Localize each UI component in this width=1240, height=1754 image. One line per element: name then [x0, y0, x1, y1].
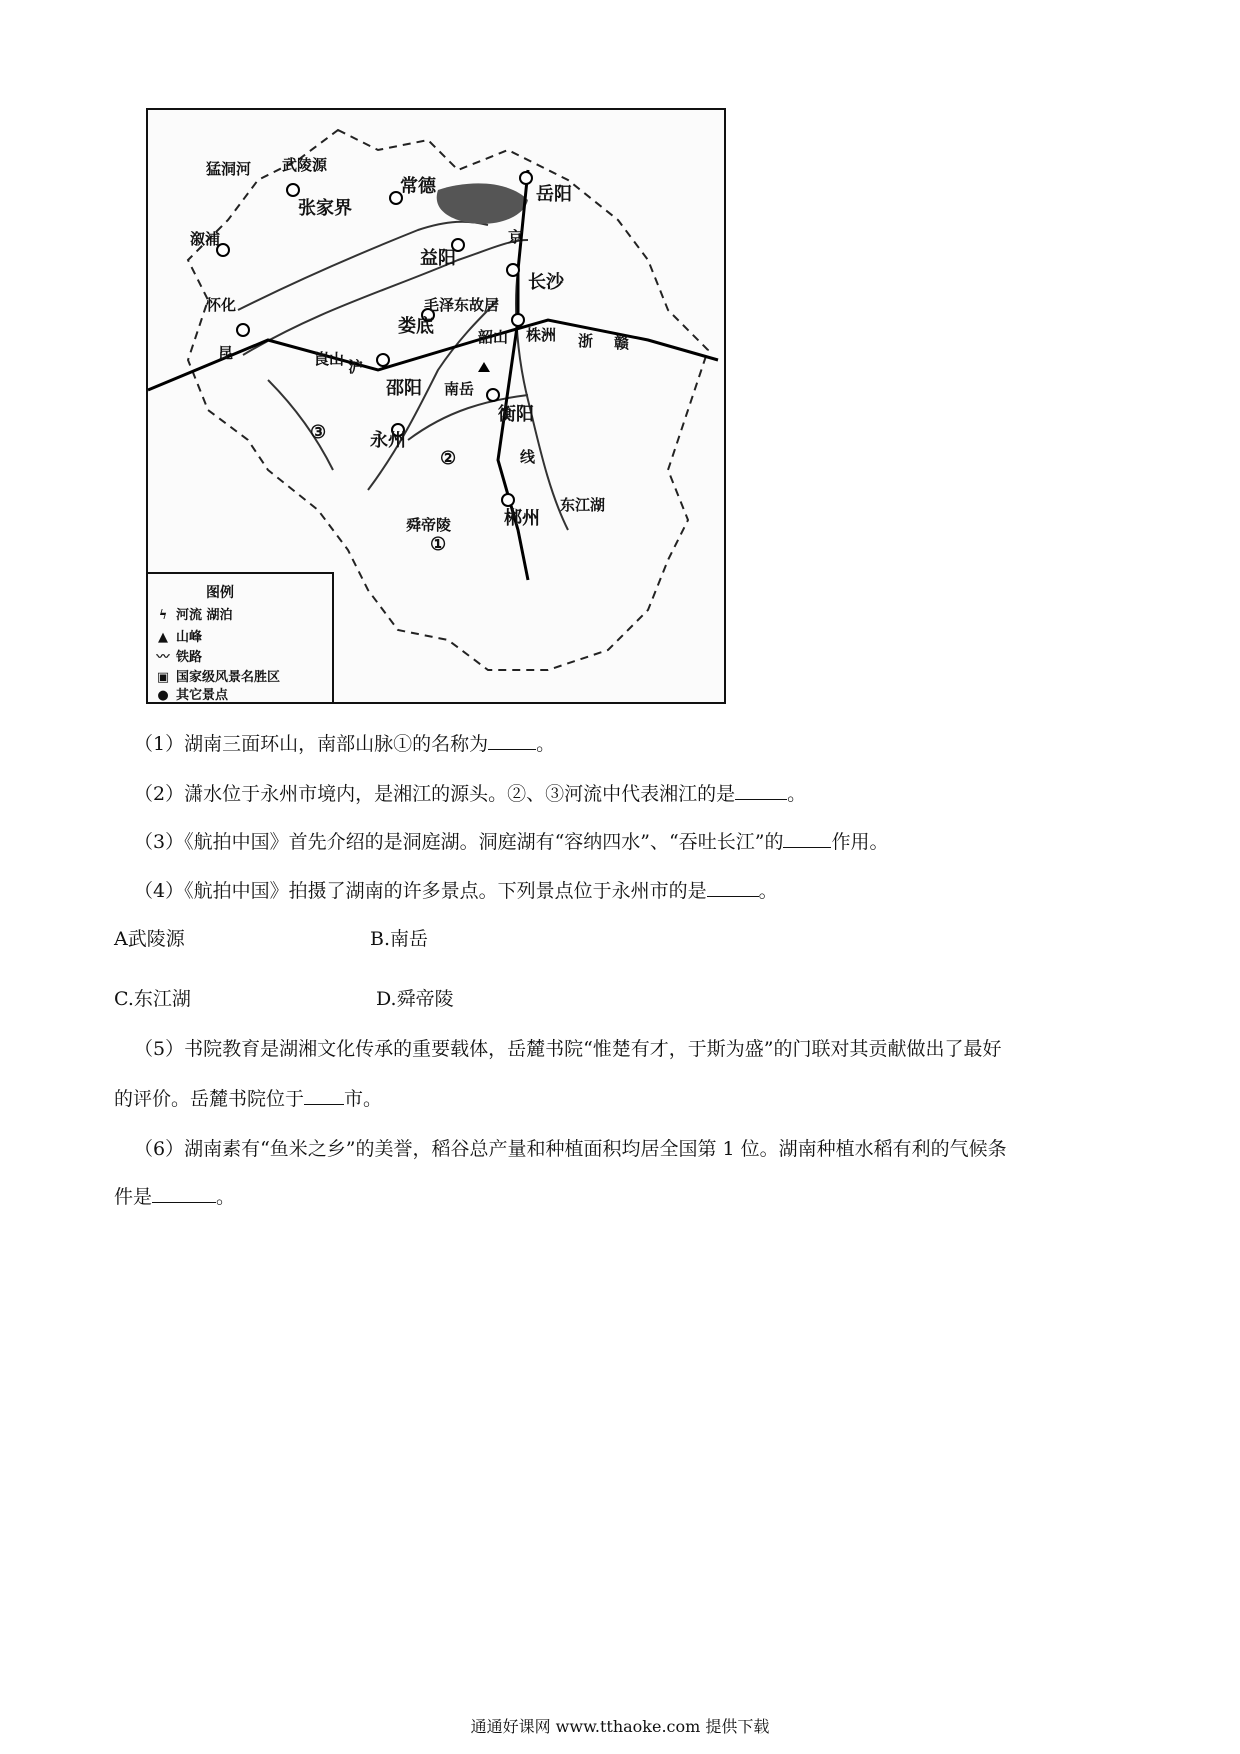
legend-scenic-area: ▣ 国家级风景名胜区	[154, 666, 280, 685]
question-4: （4）《航拍中国》拍摄了湖南的许多景点。下列景点位于永州市的是 。	[134, 880, 778, 902]
dongting-lake	[437, 183, 528, 223]
label-kuangshan: 崀山	[314, 350, 345, 368]
label-mengdonghe: 猛洞河	[206, 160, 252, 178]
label-huaihua: 怀化	[206, 296, 237, 314]
label-shaoyang: 邵阳	[386, 378, 422, 399]
map-legend	[148, 572, 334, 702]
rail-label-kun: 昆	[218, 344, 234, 362]
option-b[interactable]: B.南岳	[370, 928, 429, 950]
label-yueyang: 岳阳	[536, 184, 572, 205]
label-hengyang: 衡阳	[498, 404, 534, 425]
legend-river-lake: ϟ 河流 湖泊	[154, 604, 233, 623]
answer-blank-6[interactable]	[152, 1201, 216, 1203]
rail-label-zhe: 浙	[578, 332, 594, 350]
label-shaoshan: 韶山	[478, 328, 509, 346]
question-5-line-2: 的评价。岳麓书院位于 市。	[114, 1088, 383, 1110]
label-changde: 常德	[400, 176, 436, 197]
scenic-area-icon: ▣	[156, 670, 170, 685]
label-changsha: 长沙	[528, 272, 564, 293]
rail-label-gan: 赣	[614, 334, 630, 352]
question-3: （3）《航拍中国》首先介绍的是洞庭湖。洞庭湖有“容纳四水”、“吞吐长江”的 作用。	[134, 831, 889, 853]
question-2: （2）潇水位于永州市境内，是湘江的源头。②、③河流中代表湘江的是 。	[134, 783, 807, 805]
label-dongjianghu: 东江湖	[560, 496, 606, 514]
option-c[interactable]: C.东江湖	[114, 988, 191, 1010]
peak-icon: ▲	[158, 630, 168, 645]
page-footer: 通通好课网 www.tthaoke.com 提供下载	[470, 1717, 770, 1736]
river-xiang	[516, 270, 568, 530]
answer-blank-1[interactable]	[488, 748, 536, 750]
answer-blank-4[interactable]	[707, 895, 759, 897]
label-yongzhou: 永州	[370, 430, 406, 451]
other-spot-icon: ●	[157, 688, 169, 703]
legend-railway: 〰 铁路	[154, 646, 202, 665]
rail-label-xian: 线	[520, 448, 536, 466]
label-xupu: 溆浦	[190, 230, 221, 248]
label-zhuzhou: 株洲	[526, 326, 557, 344]
question-1: （1）湖南三面环山，南部山脉①的名称为 。	[134, 733, 556, 755]
rail-label-hu: 沪	[348, 358, 364, 376]
question-6-line-1: （6）湖南素有“鱼米之乡”的美誉，稻谷总产量和种植面积均居全国第 1 位。湖南种植水稻有利的气候条	[134, 1138, 1007, 1160]
label-maozedong: 毛泽东故居	[424, 296, 500, 314]
label-zhangjiajie: 张家界	[298, 198, 352, 219]
legend-peak: ▲ 山峰	[154, 626, 202, 645]
label-nanyue: 南岳	[444, 380, 475, 398]
label-shundiling: 舜帝陵	[406, 516, 452, 534]
answer-blank-5[interactable]	[304, 1103, 344, 1105]
rail-label-jing: 京	[508, 228, 524, 246]
railway-icon: 〰	[156, 650, 170, 665]
question-5-line-1: （5）书院教育是湖湘文化传承的重要载体，岳麓书院“惟楚有才，于斯为盛”的门联对其贡献做出了最好	[134, 1038, 1002, 1060]
label-wulingyuan: 武陵源	[282, 156, 328, 174]
circled-2: ②	[440, 448, 457, 469]
option-d[interactable]: D.舜帝陵	[376, 988, 454, 1010]
circled-1: ①	[430, 534, 447, 555]
peak-nanyue	[478, 362, 490, 372]
answer-blank-2[interactable]	[735, 798, 787, 800]
answer-blank-3[interactable]	[783, 846, 831, 848]
label-yiyang: 益阳	[420, 248, 456, 269]
circled-3: ③	[310, 422, 327, 443]
legend-other-spot: ● 其它景点	[154, 684, 228, 703]
option-a[interactable]: A武陵源	[114, 928, 185, 950]
label-loudi: 娄底	[398, 316, 434, 337]
question-6-line-2: 件是 。	[114, 1186, 236, 1208]
hunan-map	[146, 108, 726, 704]
label-chenzhou: 郴州	[504, 508, 540, 529]
river-lake-icon: ϟ	[158, 608, 168, 623]
legend-title: 图例	[206, 585, 234, 601]
